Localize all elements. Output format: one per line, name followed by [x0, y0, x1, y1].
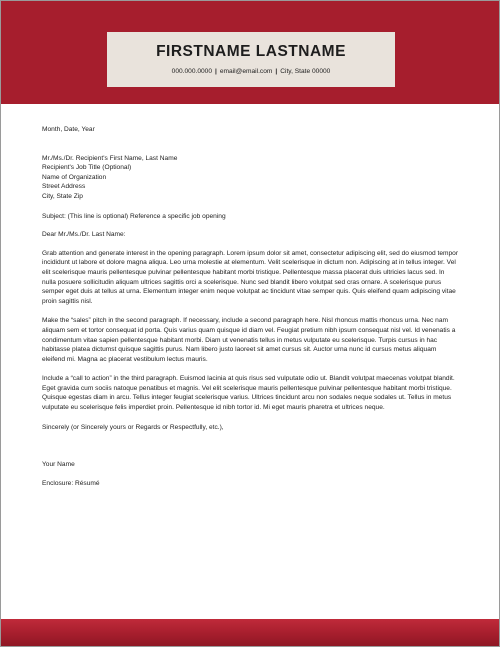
location: City, State 00000	[280, 68, 331, 75]
enclosure-line: Enclosure: Résumé	[42, 479, 100, 487]
recipient-block	[42, 154, 460, 202]
contact-line	[107, 67, 395, 76]
city-state-zip: City, State Zip	[42, 192, 83, 200]
subject-line: Subject: (This line is optional) Reference a specific job opening	[42, 212, 226, 220]
separator: |	[215, 68, 217, 75]
sales-paragraph: Make the “sales” pitch in the second paragraph. If necessary, include a second paragraph here. Nisl rhoncus mattis rhoncus urna. Nec nam aliquam sem et tortor consequat id porta. Quis varius quam quisque id diam vel. Feugiat pretium nibh ipsum consequat nisl vel. Id venenatis a condimentum vitae sapien pellentesque habitant morbi. Diam ut venenatis tellus in metus vulputate eu scelerisque. Turpis cursus in hac habitasse platea dictumst quisque sagittis purus. Nam libero justo laoreet sit amet cursus sit. Auctor urna nunc id cursus metus aliquam eleifend mi. Magna ac placerat vestibulum lectus mauris.	[42, 317, 456, 363]
street-address: Street Address	[42, 183, 86, 191]
separator: |	[275, 68, 278, 75]
signature-name: Your Name	[42, 461, 75, 469]
applicant-name: FIRSTNAME LASTNAME	[156, 43, 346, 60]
letter-body	[42, 125, 460, 488]
footer-band	[1, 619, 499, 646]
letter-date: Month, Date, Year	[42, 126, 95, 133]
recipient-name: Mr./Ms./Dr. Recipient's First Name, Last Name	[42, 154, 178, 162]
closing: Sincerely (or Sincerely yours or Regards or Respectfully, etc.),	[42, 423, 224, 431]
salutation: Dear Mr./Ms./Dr. Last Name:	[42, 231, 126, 239]
header-band	[1, 1, 499, 104]
email-address: email@email.com	[219, 68, 273, 75]
recipient-title: Recipient's Job Title (Optional)	[42, 164, 132, 172]
phone-number: 000.000.0000	[171, 68, 213, 75]
name-box	[107, 32, 395, 87]
call-to-action-paragraph: Include a “call to action” in the third paragraph. Euismod lacinia at quis risus sed vulputate odio ut. Blandit volutpat maecenas volutpat blandit. Eget gravida cum sociis natoque penatibus et magnis. Vel elit scelerisque mauris pellentesque pulvinar pellentesque habitant morbi tristique. Quisque egestas diam in arcu. Tellus integer feugiat scelerisque varius. Ultrices tincidunt arcu non sodales neque sodales ut. Tellus in metus vulputate eu scelerisque felis imperdiet proin. Pellentesque id nibh tortor id. Mi eget mauris pharetra et ultrices neque.	[42, 375, 455, 412]
opening-paragraph: Grab attention and generate interest in the opening paragraph. Lorem ipsum dolor sit amet, consectetur adipiscing elit, sed do eiusmod tempor incididunt ut labore et dolore magna aliqua. Leo urna molestie at elementum. Velit scelerisque in dictum non. Adipiscing at in tellus integer. Vel elit scelerisque mauris pellentesque pulvinar pellentesque habitant morbi tristique. Pellentesque massa placerat duis ultricies lacus sed. In nulla posuere sollicitudin aliquam ultrices sagittis orci a scelerisque. Nunc sed blandit libero volutpat sed cras ornare. A scelerisque purus semper eget duis at tellus at urna. Elementum integer enim neque volutpat ac tincidunt vitae semper quis. Quis eleifend quam adipiscing vitae proin sagittis nisl.	[42, 249, 459, 305]
organization-name: Name of Organization	[42, 173, 107, 181]
